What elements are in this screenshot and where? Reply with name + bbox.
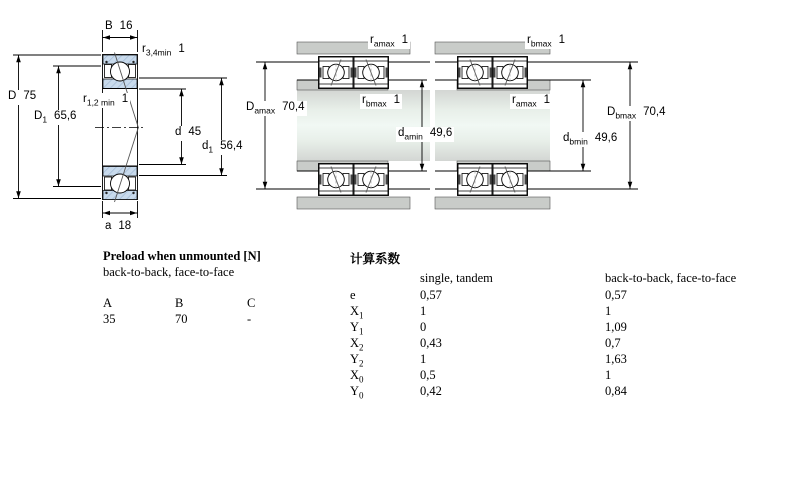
dim-label-dbmin: $d_{bmin}$ 49,6 <box>563 132 618 147</box>
calc-row-value1: 1 <box>420 304 427 318</box>
calc-row-label: e <box>350 288 356 302</box>
calc-col1-header: single, tandem <box>420 271 493 285</box>
preload-col-C: C <box>247 296 256 310</box>
preload-subtitle: back-to-back, face-to-face <box>103 265 235 279</box>
dim-label-Damax: $D_{amax}$ 70,4 <box>246 101 305 116</box>
calc-row-value2: 1,63 <box>605 352 627 366</box>
calc-row-label: $X_2$ <box>350 336 364 353</box>
calc-row-label: $Y_0$ <box>350 384 364 401</box>
calc-row-value1: 0,57 <box>420 288 442 302</box>
preload-col-A: A <box>103 296 113 310</box>
calc-row-value1: 0 <box>420 320 427 334</box>
face-to-face-lines <box>435 42 638 209</box>
dim-label-ramax-right: $r_{amax}$ 1 <box>512 94 551 109</box>
calc-row-value1: 0,5 <box>420 368 436 382</box>
dim-label-d: d 45 <box>173 126 203 141</box>
preload-title: Preload when unmounted [N] <box>103 249 261 263</box>
face-to-face-arrangement-drawing <box>430 30 680 220</box>
calc-title: 计算系数 <box>350 252 401 266</box>
dim-label-rbmax-mid: $r_{bmax}$ 1 <box>362 94 401 109</box>
calc-row-value1: 1 <box>420 352 427 366</box>
preload-col-B: B <box>175 296 184 310</box>
dim-label-B: B 16 <box>105 20 133 32</box>
calc-row-value2: 1 <box>605 368 612 382</box>
calc-row-value1: 0,43 <box>420 336 442 350</box>
calc-row-value2: 1 <box>605 304 612 318</box>
calc-row-label: $X_0$ <box>350 368 364 385</box>
calc-row-value2: 0,7 <box>605 336 621 350</box>
calc-row-value2: 0,57 <box>605 288 627 302</box>
preload-value-B: 70 <box>175 312 188 326</box>
face-to-face-arrowheads <box>581 62 633 188</box>
calc-row-label: $Y_1$ <box>350 320 364 337</box>
dim-label-Dbmax: $D_{bmax}$ 70,4 <box>607 106 666 121</box>
calc-row-label: $X_1$ <box>350 304 364 321</box>
dim-label-rbmax-right: $r_{bmax}$ 1 <box>527 34 566 49</box>
dim-label-r34min: $r_{3,4min}$ 1 <box>142 43 185 58</box>
back-to-back-arrangement-drawing <box>240 30 440 220</box>
dim-label-r12min: $r_{1,2 min}$ 1 <box>83 93 129 108</box>
dim-label-ramax-mid: $r_{amax}$ 1 <box>370 34 409 49</box>
back-to-back-lines <box>256 42 430 209</box>
dim-label-D: D 75 <box>6 90 38 105</box>
calc-row-value2: 1,09 <box>605 320 627 334</box>
dim-label-d1: $d_1$ 56,4 <box>202 140 243 155</box>
dim-label-D1: $D_1$ 65,6 <box>34 110 77 125</box>
calc-row-value2: 0,84 <box>605 384 627 398</box>
calc-row-label: $Y_2$ <box>350 352 364 369</box>
preload-value-C: - <box>247 312 252 326</box>
preload-value-A: 35 <box>103 312 116 326</box>
dim-label-damin: $d_{amin}$ 49,6 <box>398 127 453 142</box>
dim-label-a: a 18 <box>105 220 132 232</box>
calc-row-value1: 0,42 <box>420 384 442 398</box>
calc-col2-header: back-to-back, face-to-face <box>605 271 737 285</box>
